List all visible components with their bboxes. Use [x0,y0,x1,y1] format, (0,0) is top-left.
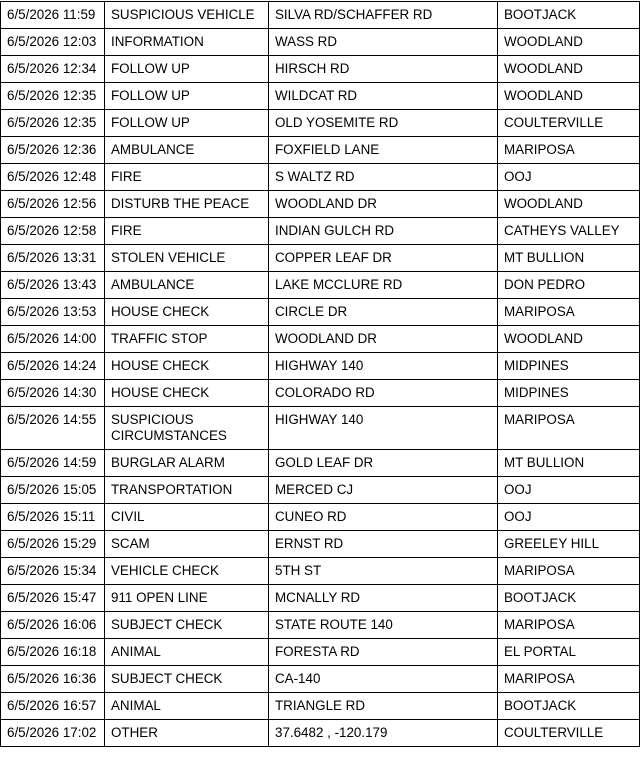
cell-location: ERNST RD [269,531,498,558]
cell-city: WOODLAND [498,191,640,218]
cell-datetime: 6/5/2026 12:35 [1,83,105,110]
cell-datetime: 6/5/2026 17:02 [1,720,105,747]
cell-city: MT BULLION [498,450,640,477]
cell-datetime: 6/5/2026 15:29 [1,531,105,558]
table-row [1,558,640,585]
cell-datetime: 6/5/2026 13:43 [1,272,105,299]
cell-datetime: 6/5/2026 12:34 [1,56,105,83]
table-row [1,245,640,272]
cell-datetime: 6/5/2026 12:35 [1,110,105,137]
cell-location: MCNALLY RD [269,585,498,612]
cell-call-type: SUBJECT CHECK [105,666,269,693]
cell-datetime: 6/5/2026 16:06 [1,612,105,639]
cell-call-type: SUSPICIOUS VEHICLE [105,2,269,29]
table-row [1,531,640,558]
cell-datetime: 6/5/2026 13:53 [1,299,105,326]
cell-location: HIGHWAY 140 [269,353,498,380]
cell-location: S WALTZ RD [269,164,498,191]
table-row [1,585,640,612]
cell-city: DON PEDRO [498,272,640,299]
cell-city: OOJ [498,477,640,504]
cell-datetime: 6/5/2026 14:00 [1,326,105,353]
cell-call-type: TRANSPORTATION [105,477,269,504]
cell-call-type: CIVIL [105,504,269,531]
cell-city: WOODLAND [498,29,640,56]
cell-location: FORESTA RD [269,639,498,666]
cell-city: MARIPOSA [498,137,640,164]
table-row [1,218,640,245]
cell-city: BOOTJACK [498,585,640,612]
cell-city: MARIPOSA [498,666,640,693]
cell-city: WOODLAND [498,83,640,110]
cell-location: LAKE MCCLURE RD [269,272,498,299]
cell-call-type: AMBULANCE [105,272,269,299]
cell-call-type: VEHICLE CHECK [105,558,269,585]
cell-call-type: TRAFFIC STOP [105,326,269,353]
table-row [1,380,640,407]
cell-datetime: 6/5/2026 13:31 [1,245,105,272]
cell-call-type: HOUSE CHECK [105,353,269,380]
cell-city: MT BULLION [498,245,640,272]
table-row [1,83,640,110]
cell-location: 37.6482 , -120.179 [269,720,498,747]
cell-location: WILDCAT RD [269,83,498,110]
cell-datetime: 6/5/2026 16:36 [1,666,105,693]
cell-city: MARIPOSA [498,299,640,326]
call-log-body [1,2,640,747]
cell-location: HIRSCH RD [269,56,498,83]
cell-location: WOODLAND DR [269,191,498,218]
table-row [1,720,640,747]
cell-city: BOOTJACK [498,693,640,720]
table-row [1,164,640,191]
cell-datetime: 6/5/2026 14:30 [1,380,105,407]
table-row [1,137,640,164]
cell-call-type: BURGLAR ALARM [105,450,269,477]
cell-city: BOOTJACK [498,2,640,29]
cell-location: STATE ROUTE 140 [269,612,498,639]
cell-city: WOODLAND [498,326,640,353]
cell-city: CATHEYS VALLEY [498,218,640,245]
cell-location: INDIAN GULCH RD [269,218,498,245]
cell-datetime: 6/5/2026 12:58 [1,218,105,245]
cell-call-type: HOUSE CHECK [105,299,269,326]
table-row [1,693,640,720]
cell-call-type: FOLLOW UP [105,110,269,137]
table-row [1,110,640,137]
cell-city: COULTERVILLE [498,110,640,137]
cell-datetime: 6/5/2026 15:11 [1,504,105,531]
table-row [1,29,640,56]
cell-datetime: 6/5/2026 15:34 [1,558,105,585]
cell-datetime: 6/5/2026 12:03 [1,29,105,56]
table-row [1,612,640,639]
cell-city: OOJ [498,504,640,531]
cell-location: COLORADO RD [269,380,498,407]
cell-location: WOODLAND DR [269,326,498,353]
cell-city: COULTERVILLE [498,720,640,747]
cell-location: TRIANGLE RD [269,693,498,720]
cell-location: FOXFIELD LANE [269,137,498,164]
cell-location: SILVA RD/SCHAFFER RD [269,2,498,29]
cell-datetime: 6/5/2026 14:24 [1,353,105,380]
cell-location: WASS RD [269,29,498,56]
cell-city: MIDPINES [498,380,640,407]
table-row [1,299,640,326]
cell-city: GREELEY HILL [498,531,640,558]
table-row [1,56,640,83]
cell-city: OOJ [498,164,640,191]
cell-call-type: SCAM [105,531,269,558]
cell-call-type: FIRE [105,218,269,245]
cell-location: COPPER LEAF DR [269,245,498,272]
cell-call-type: FOLLOW UP [105,83,269,110]
cell-location: GOLD LEAF DR [269,450,498,477]
table-row [1,272,640,299]
cell-location: OLD YOSEMITE RD [269,110,498,137]
cell-datetime: 6/5/2026 14:59 [1,450,105,477]
cell-location: HIGHWAY 140 [269,407,498,450]
cell-city: WOODLAND [498,56,640,83]
table-row [1,477,640,504]
cell-location: CIRCLE DR [269,299,498,326]
cell-datetime: 6/5/2026 11:59 [1,2,105,29]
cell-location: 5TH ST [269,558,498,585]
cell-call-type: HOUSE CHECK [105,380,269,407]
cell-datetime: 6/5/2026 12:56 [1,191,105,218]
cell-city: MARIPOSA [498,612,640,639]
cell-call-type: ANIMAL [105,639,269,666]
cell-location: MERCED CJ [269,477,498,504]
cell-datetime: 6/5/2026 12:36 [1,137,105,164]
table-row [1,666,640,693]
cell-city: MARIPOSA [498,558,640,585]
table-row [1,407,640,450]
cell-datetime: 6/5/2026 16:57 [1,693,105,720]
cell-call-type: FOLLOW UP [105,56,269,83]
table-row [1,326,640,353]
cell-city: EL PORTAL [498,639,640,666]
cell-call-type: SUBJECT CHECK [105,612,269,639]
cell-call-type: AMBULANCE [105,137,269,164]
table-row [1,450,640,477]
table-row [1,353,640,380]
cell-city: MIDPINES [498,353,640,380]
cell-datetime: 6/5/2026 16:18 [1,639,105,666]
cell-call-type: DISTURB THE PEACE [105,191,269,218]
cell-location: CA-140 [269,666,498,693]
cell-datetime: 6/5/2026 12:48 [1,164,105,191]
cell-location: CUNEO RD [269,504,498,531]
call-log-table [0,1,640,747]
cell-call-type: FIRE [105,164,269,191]
table-row [1,191,640,218]
cell-call-type: STOLEN VEHICLE [105,245,269,272]
table-row [1,639,640,666]
table-row [1,504,640,531]
cell-call-type: ANIMAL [105,693,269,720]
cell-call-type: 911 OPEN LINE [105,585,269,612]
cell-datetime: 6/5/2026 14:55 [1,407,105,450]
cell-datetime: 6/5/2026 15:47 [1,585,105,612]
cell-datetime: 6/5/2026 15:05 [1,477,105,504]
table-row [1,2,640,29]
cell-call-type: INFORMATION [105,29,269,56]
cell-city: MARIPOSA [498,407,640,450]
cell-call-type: OTHER [105,720,269,747]
cell-call-type: SUSPICIOUS CIRCUMSTANCES [105,407,269,450]
